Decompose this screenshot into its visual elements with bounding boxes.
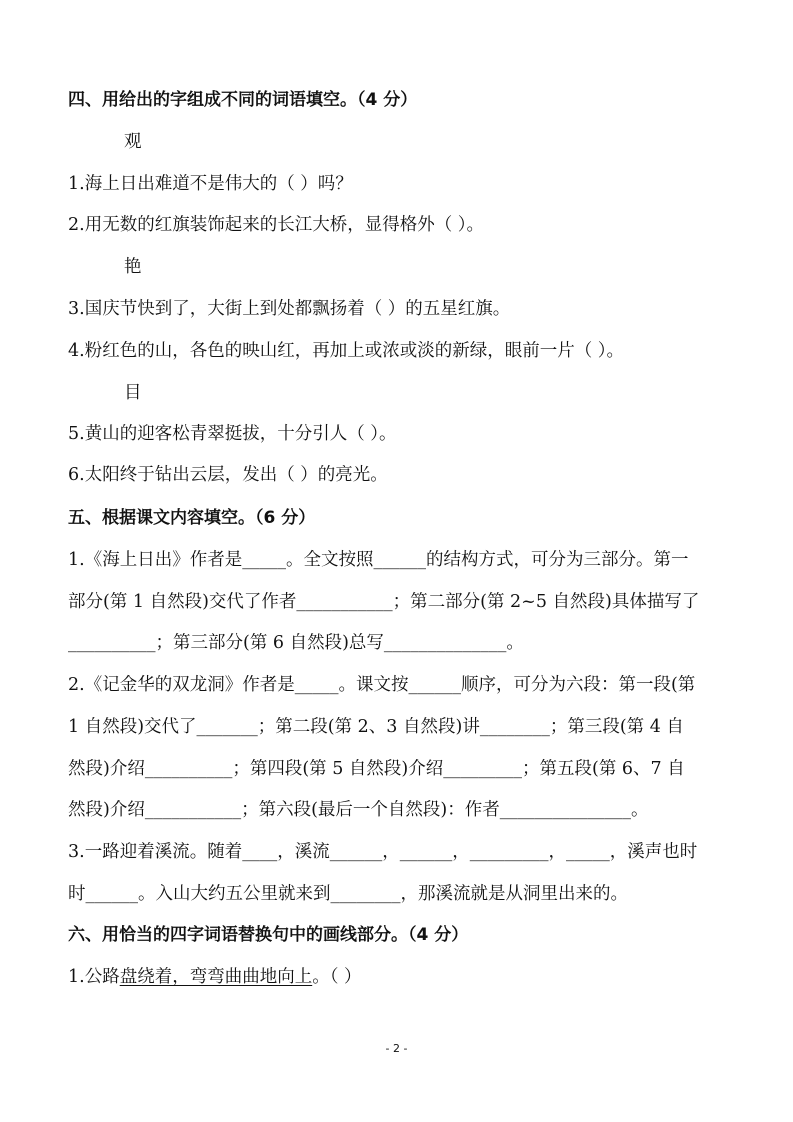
question-4-6: 6.太阳终于钻出云层，发出（ ）的亮光。 — [68, 465, 388, 485]
question-6-1-suffix: 。（ ） — [312, 967, 362, 987]
question-4-2: 2.用无数的红旗装饰起来的长江大桥，显得格外（ ）。 — [68, 215, 485, 235]
section-5-line-8: 3.一路迎着溪流。随着____，溪流______，______，_________，_____，溪声也时 — [68, 842, 698, 862]
section-5-line-2: 部分(第 1 自然段)交代了作者___________；第二部分(第 2~5 自然段)具体描写了 — [68, 592, 700, 612]
section-5-line-6: 然段)介绍__________；第四段(第 5 自然段)介绍_________；第五段(第 6、7 自 — [68, 759, 685, 779]
page-number: - 2 - — [385, 1042, 408, 1055]
given-char-yan: 艳 — [124, 257, 142, 277]
section-5-line-3: __________；第三部分(第 6 自然段)总写______________。 — [68, 633, 524, 653]
question-4-4: 4.粉红色的山，各色的映山红，再加上或浓或淡的新绿，眼前一片（ ）。 — [68, 341, 625, 361]
section-5-heading: 五、根据课文内容填空。（6 分） — [68, 508, 316, 528]
section-5-line-9: 时______。入山大约五公里就来到________，那溪流就是从洞里出来的。 — [68, 884, 628, 904]
section-5-line-1: 1.《海上日出》作者是_____。全文按照______的结构方式，可分为三部分。第一 — [68, 550, 689, 570]
question-4-3: 3.国庆节快到了，大街上到处都飘扬着（ ）的五星红旗。 — [68, 299, 511, 319]
section-5-line-4: 2.《记金华的双龙洞》作者是_____。课文按______顺序，可分为六段：第一段(第 — [68, 675, 696, 695]
given-char-guan: 观 — [124, 132, 142, 152]
question-4-1: 1.海上日出难道不是伟大的（ ）吗？ — [68, 174, 353, 194]
question-6-1-prefix: 1.公路 — [68, 967, 120, 987]
section-4-heading: 四、用给出的字组成不同的词语填空。（4 分） — [68, 90, 418, 110]
given-char-mu: 目 — [124, 383, 142, 403]
question-6-1-underlined-phrase: 盘绕着，弯弯曲曲地向上 — [119, 967, 313, 987]
section-6-heading: 六、用恰当的四字词语替换句中的画线部分。（4 分） — [68, 925, 469, 945]
section-5-line-7: 然段)介绍___________；第六段(最后一个自然段)：作者_______________。 — [68, 800, 649, 820]
question-4-5: 5.黄山的迎客松青翠挺拔，十分引人（ ）。 — [68, 424, 397, 444]
question-6-1 — [68, 965, 727, 989]
section-5-line-5: 1 自然段)交代了_______；第二段(第 2、3 自然段)讲________；第三段(第 4 自 — [68, 717, 684, 737]
